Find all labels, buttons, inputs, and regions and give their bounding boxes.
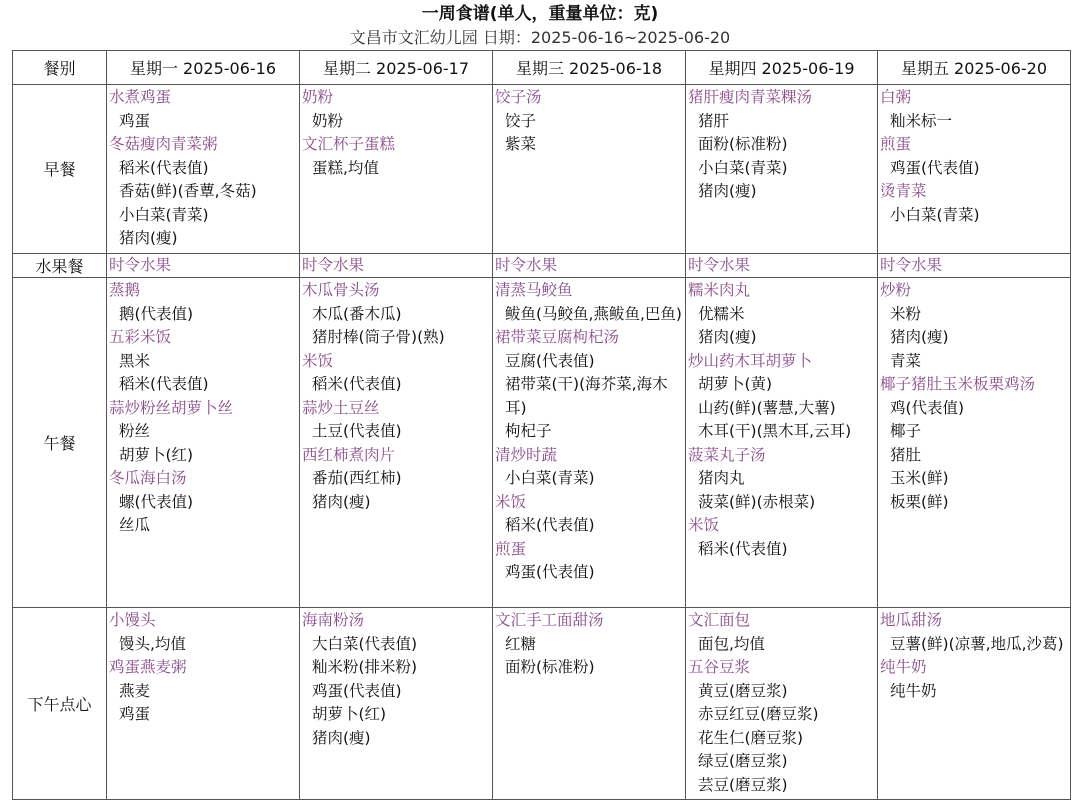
ingredient-item: 豆薯(鲜)(凉薯,地瓜,沙葛) [890, 634, 1064, 653]
ingredient-item: 优糯米 [698, 304, 745, 323]
ingredient-item: 米粉 [890, 304, 922, 323]
ingredient-item: 丝瓜 [119, 516, 151, 534]
menu-cell [878, 253, 1071, 278]
menu-cell [493, 608, 686, 800]
ingredient-item: 豆腐(代表值) [505, 351, 595, 370]
day-header: 星期五 2025-06-20 [878, 51, 1071, 85]
table-row-breakfast [13, 85, 1071, 254]
table-row-fruit [13, 253, 1071, 278]
ingredient-item: 稻米(代表值) [119, 375, 209, 393]
ingredient-item: 小白菜(青菜) [698, 158, 788, 177]
menu-cell [300, 85, 493, 254]
ingredient-item: 胡萝卜(红) [312, 705, 387, 723]
ingredient-item: 鸡(代表值) [890, 398, 965, 417]
ingredient-item: 黑米 [119, 351, 151, 370]
dish-name: 时令水果 [688, 255, 751, 274]
day-header: 星期二 2025-06-17 [300, 51, 493, 85]
table-row-lunch [13, 278, 1071, 608]
ingredient-item: 芸豆(磨豆浆) [698, 775, 788, 794]
ingredient-item: 土豆(代表值) [312, 422, 402, 440]
menu-cell [686, 608, 878, 800]
ingredient-item: 紫菜 [505, 135, 537, 153]
dish-name: 蒜炒土豆丝 [302, 398, 380, 417]
ingredient-item: 胡萝卜(黄) [698, 375, 773, 393]
dish-name: 五彩米饭 [109, 328, 172, 346]
ingredient-item: 猪肉(瘦) [698, 182, 757, 200]
dish-name: 时令水果 [302, 255, 365, 274]
ingredient-item: 馒头,均值 [119, 634, 186, 653]
ingredient-item: 奶粉 [312, 111, 344, 130]
meal-label: 下午点心 [13, 608, 107, 800]
menu-cell [686, 278, 878, 608]
ingredient-item: 赤豆红豆(磨豆浆) [698, 705, 819, 723]
dish-name: 水煮鸡蛋 [109, 88, 172, 106]
ingredient-item: 猪肉(瘦) [698, 328, 757, 346]
dish-name: 米饭 [495, 492, 527, 511]
menu-cell [686, 253, 878, 278]
menu-cell [107, 85, 300, 254]
dish-name: 五谷豆浆 [688, 658, 751, 676]
ingredient-item: 猪肉(瘦) [890, 328, 949, 346]
page-subtitle: 文昌市文汇幼儿园 日期：2025-06-16~2025-06-20 [349, 28, 731, 47]
dish-name: 菠菜丸子汤 [688, 445, 766, 464]
dish-name: 冬菇瘦肉青菜粥 [109, 135, 218, 153]
dish-name: 米饭 [688, 516, 720, 534]
page-title: 一周食谱(单人，重量单位：克) [421, 4, 659, 24]
dish-name: 小馒头 [109, 611, 156, 629]
dish-name: 清蒸马鲛鱼 [495, 281, 573, 299]
dish-name: 文汇杯子蛋糕 [302, 135, 396, 153]
menu-cell [493, 253, 686, 278]
menu-cell [300, 278, 493, 608]
ingredient-item: 猪肚 [890, 445, 922, 464]
meal-label: 水果餐 [13, 253, 107, 278]
ingredient-item: 鸡蛋(代表值) [890, 158, 980, 177]
ingredient-item: 青菜 [890, 351, 922, 370]
table-row-afternoon-snack [13, 608, 1071, 800]
ingredient-item: 籼米标一 [890, 111, 953, 130]
dish-name: 饺子汤 [495, 88, 542, 106]
ingredient-item: 鸡蛋(代表值) [505, 563, 595, 581]
ingredient-item: 籼米粉(排米粉) [312, 658, 418, 676]
day-header: 星期四 2025-06-19 [686, 51, 878, 85]
ingredient-item: 螺(代表值) [119, 492, 194, 511]
dish-name: 猪肝瘦肉青菜粿汤 [688, 88, 813, 106]
dish-name: 煎蛋 [880, 135, 912, 153]
ingredient-item: 鸡蛋(代表值) [312, 681, 402, 700]
ingredient-item: 稻米(代表值) [312, 375, 402, 393]
ingredient-item: 猪肘棒(筒子骨)(熟) [312, 328, 445, 346]
dish-name: 糯米肉丸 [688, 281, 751, 299]
ingredient-item: 板栗(鲜) [890, 492, 949, 511]
ingredient-item: 菠菜(鲜)(赤根菜) [698, 492, 816, 511]
menu-cell [107, 278, 300, 608]
menu-cell [878, 278, 1071, 608]
dish-name: 清炒时蔬 [495, 445, 558, 464]
meal-label: 午餐 [13, 278, 107, 608]
menu-cell [107, 253, 300, 278]
dish-name: 炒粉 [880, 281, 912, 299]
ingredient-item: 稻米(代表值) [698, 539, 788, 558]
ingredient-item: 裙带菜(干)(海芥菜,海木耳) [505, 375, 668, 417]
ingredient-item: 鹅(代表值) [119, 304, 194, 323]
dish-name: 纯牛奶 [880, 658, 927, 676]
dish-name: 白粥 [880, 88, 912, 106]
ingredient-item: 小白菜(青菜) [505, 469, 595, 487]
ingredient-item: 绿豆(磨豆浆) [698, 752, 788, 770]
ingredient-item: 面粉(标准粉) [698, 135, 788, 153]
dish-name: 时令水果 [880, 255, 943, 274]
menu-cell [493, 85, 686, 254]
ingredient-item: 小白菜(青菜) [890, 205, 980, 224]
ingredient-item: 猪肉丸 [698, 469, 745, 487]
meal-type-header: 餐别 [13, 51, 107, 85]
dish-name: 地瓜甜汤 [880, 611, 943, 629]
dish-name: 煎蛋 [495, 539, 527, 558]
menu-cell [686, 85, 878, 254]
ingredient-item: 蛋糕,均值 [312, 158, 379, 177]
ingredient-item: 猪肝 [698, 111, 730, 130]
ingredient-item: 稻米(代表值) [119, 158, 209, 177]
ingredient-item: 番茄(西红柿) [312, 469, 402, 487]
dish-name: 西红柿煮肉片 [302, 445, 396, 464]
menu-cell [300, 253, 493, 278]
ingredient-item: 小白菜(青菜) [119, 205, 209, 224]
day-header: 星期三 2025-06-18 [493, 51, 686, 85]
menu-cell [878, 85, 1071, 254]
dish-name: 木瓜骨头汤 [302, 281, 380, 299]
ingredient-item: 燕麦 [119, 681, 151, 700]
ingredient-item: 稻米(代表值) [505, 516, 595, 534]
day-header: 星期一 2025-06-16 [107, 51, 300, 85]
dish-name: 椰子猪肚玉米板栗鸡汤 [880, 375, 1036, 393]
meal-label: 早餐 [13, 85, 107, 254]
ingredient-item: 胡萝卜(红) [119, 445, 194, 464]
ingredient-item: 木瓜(番木瓜) [312, 304, 402, 323]
ingredient-item: 黄豆(磨豆浆) [698, 681, 788, 700]
ingredient-item: 香菇(鲜)(香蕈,冬菇) [119, 182, 257, 200]
ingredient-item: 木耳(干)(黑木耳,云耳) [698, 422, 852, 440]
dish-name: 炒山药木耳胡萝卜 [688, 351, 813, 370]
ingredient-item: 鸡蛋 [119, 111, 151, 130]
menu-cell [493, 278, 686, 608]
dish-name: 奶粉 [302, 88, 334, 106]
dish-name: 时令水果 [109, 255, 172, 274]
menu-cell [878, 608, 1071, 800]
ingredient-item: 大白菜(代表值) [312, 634, 418, 653]
dish-name: 裙带菜豆腐枸杞汤 [495, 328, 620, 346]
table-header-row [13, 51, 1071, 85]
ingredient-item: 枸杞子 [505, 422, 552, 440]
dish-name: 蒜炒粉丝胡萝卜丝 [109, 398, 234, 417]
dish-name: 时令水果 [495, 255, 558, 274]
ingredient-item: 山药(鲜)(薯慧,大薯) [698, 398, 836, 417]
dish-name: 冬瓜海白汤 [109, 469, 187, 487]
ingredient-item: 椰子 [890, 422, 922, 440]
dish-name: 鸡蛋燕麦粥 [109, 658, 187, 676]
dish-name: 文汇面包 [688, 611, 751, 629]
ingredient-item: 红糖 [505, 634, 537, 653]
ingredient-item: 面包,均值 [698, 634, 765, 653]
ingredient-item: 面粉(标准粉) [505, 658, 595, 676]
weekly-menu-table [12, 50, 1071, 800]
dish-name: 海南粉汤 [302, 611, 365, 629]
ingredient-item: 花生仁(磨豆浆) [698, 728, 804, 747]
ingredient-item: 猪肉(瘦) [312, 728, 371, 747]
menu-cell [107, 608, 300, 800]
ingredient-item: 猪肉(瘦) [312, 492, 371, 511]
ingredient-item: 玉米(鲜) [890, 469, 949, 487]
dish-name: 文汇手工面甜汤 [495, 611, 604, 629]
menu-cell [300, 608, 493, 800]
dish-name: 蒸鹅 [109, 281, 141, 299]
ingredient-item: 饺子 [505, 111, 537, 130]
ingredient-item: 鸡蛋 [119, 705, 151, 723]
ingredient-item: 鲅鱼(马鲛鱼,燕鲅鱼,巴鱼) [505, 304, 682, 323]
ingredient-item: 粉丝 [119, 422, 151, 440]
dish-name: 烫青菜 [880, 182, 927, 200]
ingredient-item: 纯牛奶 [890, 681, 937, 700]
ingredient-item: 猪肉(瘦) [119, 229, 178, 247]
dish-name: 米饭 [302, 351, 334, 370]
